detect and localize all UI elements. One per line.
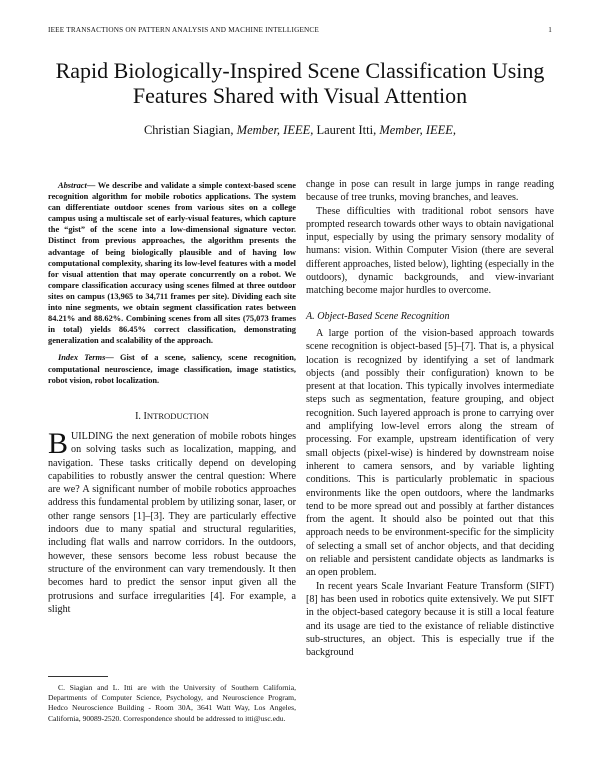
- section-heading-introduction: [48, 410, 296, 423]
- author-1: Christian Siagian,: [143, 123, 234, 137]
- subsection-label: A.: [306, 310, 315, 322]
- section-numeral: I.: [135, 410, 141, 422]
- author-1-role: Member, IEEE,: [236, 123, 314, 137]
- drop-cap: B: [48, 426, 69, 460]
- journal-name: IEEE TRANSACTIONS ON PATTERN ANALYSIS AND MACHINE INTELLIGENCE: [48, 26, 320, 34]
- left-column: [48, 180, 296, 616]
- intro-text: the next generation of mobile robots hinges on solving tasks such as localization, mapping, and navigation. These tasks critically depend on developing capabilities to robustly answer the central question: Where are we? A significant number of mobile robotics approaches address this fundamental problem by utilizing sonar, laser, or other range sensors [1]–[3]. They are particularly effective indoors due to many spatial and structural regularities, including flat walls and narrow corridors. In the outdoors, however, these sensors become less robust because the structure of the environment can vary tremendously. It then becomes hard to predict the sensor input given all the protrusions and surface irregularities [4]. For example, a slight: [48, 430, 296, 615]
- paragraph-object-based: A large portion of the vision-based approach towards scene recognition is object-based [5]–[7]. That is, a physical location is recognized by identifying a set of landmark objects (and possibly their configuration) known to be present at that location. This typically involves intermediate steps such as segmentation, feature grouping, and object recognition. Such layered approach is prone to carrying over and amplifying low-level errors along the stream of processing. For example, upstream identification of very small objects (pixel-wise) is hindered by downstream noise inherent to camera sensors, and by variable lighting conditions. This is particularly problematic in spacious environments like the open outdoors, where the landmarks tend to be more spread out and possibly at farther distances from the agent. It should also be pointed out that this approach needs to be environment-specific for the simplicity of selecting a small set of anchor objects, and that deciding on reliable and persistent candidate objects as landmarks is an open problem.: [306, 327, 554, 579]
- author-footnote: C. Siagian and L. Itti are with the University of Southern California, Departments of Computer Science, Psychology, and Neuroscience Program, Hedco Neuroscience Building - Room 30A, 3641 Watt Way, Los Angeles, California, 90089-2520. Correspondence should be addressed to itti@usc.edu.: [48, 683, 296, 723]
- page-number: 1: [548, 26, 552, 34]
- index-terms-label: Index Terms: [58, 353, 106, 363]
- intro-paragraph: [48, 426, 296, 616]
- footnote-rule: [48, 676, 108, 677]
- author-line: [40, 123, 560, 138]
- paragraph-sift: In recent years Scale Invariant Feature Transform (SIFT) [8] has been used in robotics quite extensively. We put SIFT in the object-based category because it is still a local feature and its usage are tied to the existance of reliable distinctive sub-structures, an object. This is especially true if the background: [306, 580, 554, 659]
- abstract-label: Abstract: [58, 181, 87, 190]
- subsection-heading: [306, 310, 554, 323]
- section-title: INTRODUCTION: [143, 410, 209, 422]
- paragraph-continued: change in pose can result in large jumps in range reading because of tree trunks, moving branches, and leaves.: [306, 179, 554, 204]
- abstract-text: — We describe and validate a simple context-based scene recognition algorithm for mobile robotics applications. The system can differentiate outdoor scenes from various sites on a college campus using a multiscale set of early-visual features, which capture the “gist” of the scene into a low-dimensional signature vector. Distinct from previous approaches, the algorithm presents the advantage of being biologically plausible and of having low computational complexity, sharing its low-level features with a model for visual attention that may operate concurrently on a robot. We compare classification accuracy using scenes filmed at three outdoor sites on campus (13,965 to 34,711 frames per site). Dividing each site into nine segments, we obtain segment classification rates between 84.21% and 88.62%. Combining scenes from all sites (75,073 frames in total) yields 86.45% correct classification, demonstrating generalization and scalability of the approach.: [48, 181, 296, 346]
- paper-title: Rapid Biologically-Inspired Scene Classification Using Features Shared with Visual Attention: [55, 58, 545, 108]
- right-column: [306, 178, 554, 659]
- author-2-role: Member, IEEE,: [379, 123, 457, 137]
- abstract: [48, 180, 296, 346]
- lead-word: UILDING: [71, 430, 114, 442]
- index-terms: [48, 352, 296, 385]
- author-2: Laurent Itti,: [316, 123, 377, 137]
- running-head: [48, 26, 552, 34]
- index-terms-text: — Gist of a scene, saliency, scene recognition, computational neuroscience, image classification, image statistics, robot vision, robot localization.: [48, 353, 297, 385]
- subsection-title: Object-Based Scene Recognition: [317, 310, 450, 322]
- paragraph-difficulties: These difficulties with traditional robot sensors have prompted research towards other ways to obtain navigational input, especially by using the primary sensory modality of humans: vision. Within Computer Vision (there are several different approaches, listed below), lighting (especially in the outdoors), dynamic backgrounds, and view-invariant matching become major hurdles to overcome.: [306, 205, 554, 297]
